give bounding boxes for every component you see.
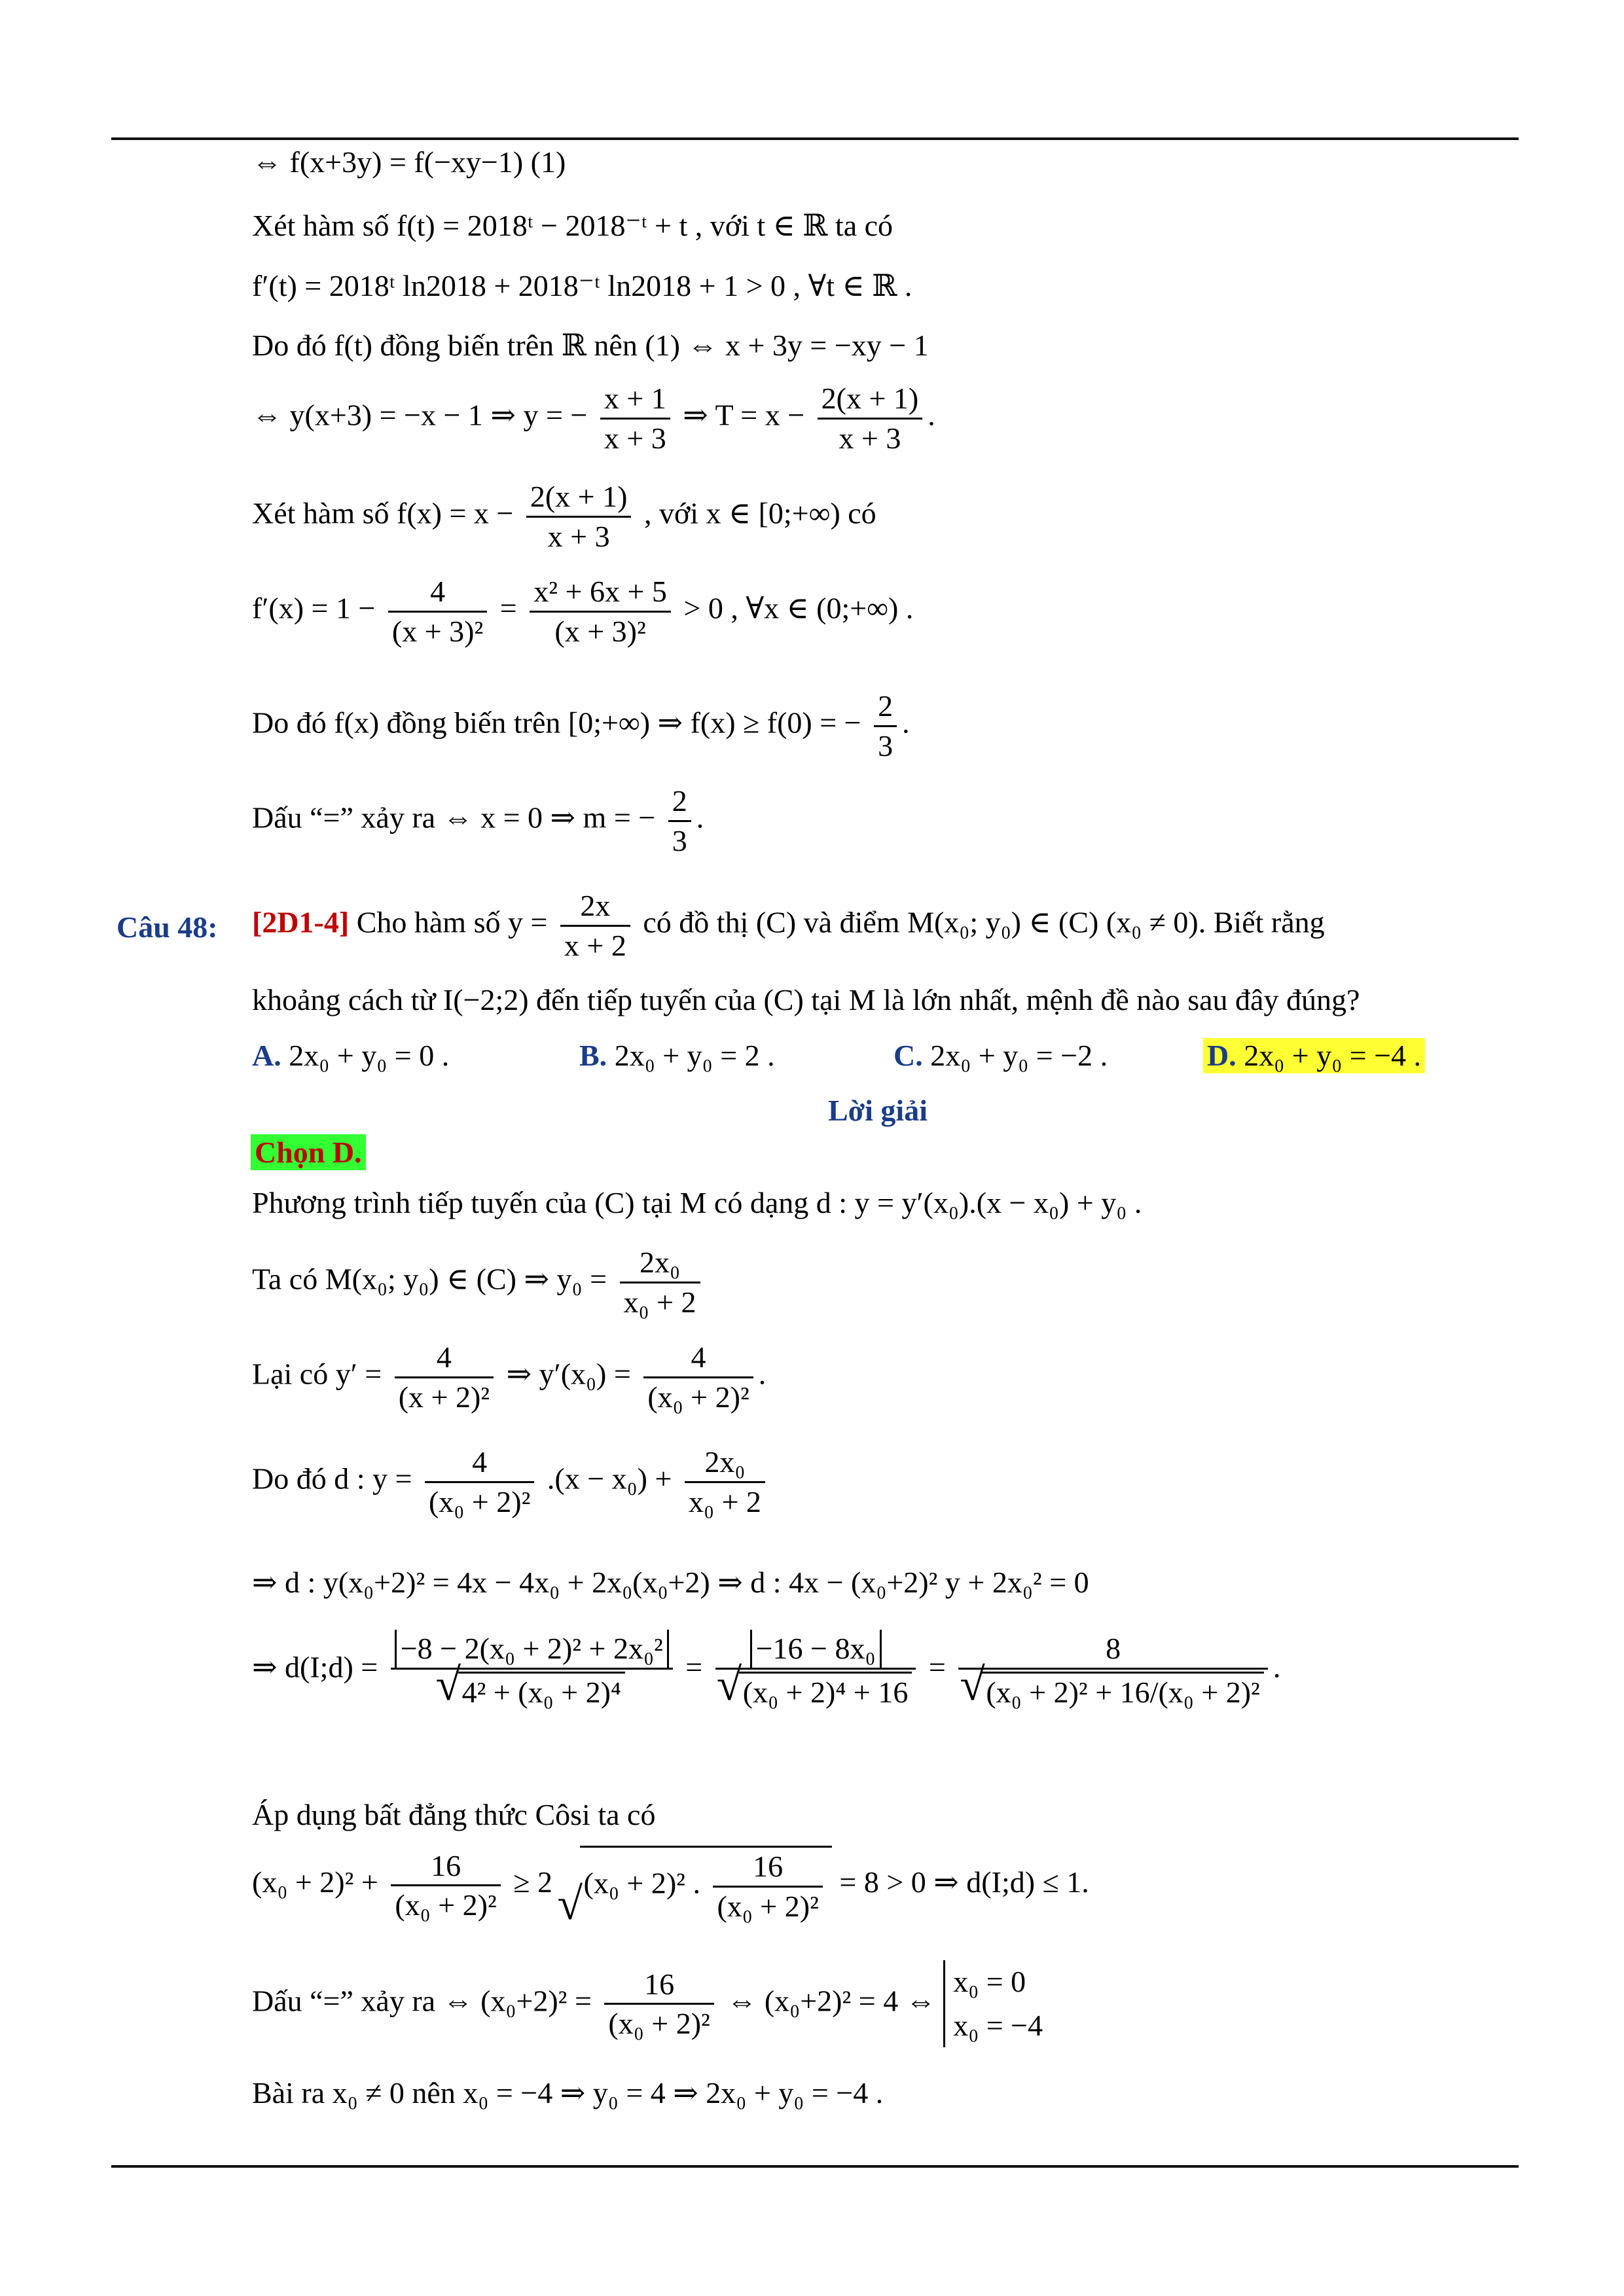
sol-line-9: Dấu “=” xảy ra ⇔ (x₀+2)² = $\frac{16}{\text{(x₀ + 2)²}}$ ⇔ (x₀+2)² = 4 ⇔ x₀ = 0 x₀ = −4 <box>252 1960 1043 2047</box>
fraction: 8 √ (x₀ + 2)² + 16/(x₀ + 2)² <box>958 1630 1268 1711</box>
case-bracket: x₀ = 0 x₀ = −4 <box>943 1960 1043 2047</box>
question-label: Câu 48: <box>117 910 218 944</box>
fraction: $\frac{2(x + 1)}{x + 3}$ <box>526 478 632 555</box>
fraction: $\frac{\text{x² + 6x + 5}}{\text{(x + 3)²}}$ <box>530 573 671 650</box>
fraction: $\frac{x + 1}{x + 3}$ <box>600 380 670 457</box>
fraction: −16 − 8x₀ √ (x₀ + 2)⁴ + 16 <box>715 1630 916 1711</box>
fraction: $\frac{\text{2x₀}}{\text{x₀ + 2}}$ <box>620 1244 700 1321</box>
fraction: $\frac{4}{\text{(x + 3)²}}$ <box>388 573 487 650</box>
eq-line-8: Do đó f(x) đồng biến trên [0;+∞) ⇒ f(x) ≥ f(0) = − $\frac{2}{3}$ . <box>252 687 910 764</box>
sol-line-3: Lại có y′ = $\frac{4}{\text{(x + 2)²}}$ ⇒ y′(x₀) = $\frac{4}{\text{(x₀ + 2)²}}$ . <box>252 1338 766 1416</box>
eq-line-7: f′(x) = 1 − $\frac{4}{\text{(x + 3)²}}$ = $\frac{\text{x² + 6x + 5}}{\text{(x + 3)²}}$ > 0 , ∀x ∈ (0;+∞) . <box>252 573 913 650</box>
option-c: C. 2x₀ + y₀ = −2 . <box>893 1039 1108 1072</box>
sol-line-4: Do đó d : y = $\frac{4}{\text{(x₀ + 2)²}}$ .(x − x₀) + $\frac{\text{2x₀}}{\text{x₀ + 2}}$ <box>252 1443 770 1520</box>
eq-line-2: Xét hàm số f(t) = 2018ᵗ − 2018⁻ᵗ + t , với t ∈ ℝ ta có <box>252 209 893 242</box>
eq-line-9: Dấu “=” xảy ra ⇔ x = 0 ⇒ m = − $\frac{2}{3}$ . <box>252 782 704 859</box>
fraction: $\frac{2}{3}$ <box>668 782 691 859</box>
sol-line-8: (x₀ + 2)² + $\frac{16}{\text{(x₀ + 2)²}}$ ≥ 2 √ (x₀ + 2)² . $\frac{16}{\text{(x₀ + 2)²}}$ = 8 > 0 ⇒ d(I;d) ≤ 1. <box>252 1846 1089 1925</box>
fraction: $\frac{4}{\text{(x + 2)²}}$ <box>395 1338 494 1416</box>
top-rule <box>111 137 1519 140</box>
bottom-rule <box>111 2165 1519 2168</box>
option-d-correct: D. 2x₀ + y₀ = −4 . <box>1203 1038 1425 1073</box>
fraction: $\frac{4}{\text{(x₀ + 2)²}}$ <box>643 1338 753 1416</box>
option-b: B. 2x₀ + y₀ = 2 . <box>579 1039 775 1072</box>
sol-line-1: Phương trình tiếp tuyến của (C) tại M có dạng d : y = y′(x₀).(x − x₀) + y₀ . <box>252 1186 1142 1219</box>
question-line-2: khoảng cách từ I(−2;2) đến tiếp tuyến của (C) tại M là lớn nhất, mệnh đề nào sau đây đúng? <box>252 983 1360 1016</box>
fraction: $\frac{2(x + 1)}{x + 3}$ <box>818 380 923 457</box>
fraction: $\frac{16}{\text{(x₀ + 2)²}}$ <box>391 1847 500 1924</box>
fraction: $\frac{16}{\text{(x₀ + 2)²}}$ <box>713 1848 822 1925</box>
sol-line-6: ⇒ d(I;d) = −8 − 2(x₀ + 2)² + 2x₀² √ 4² + (x₀ + 2)⁴ = −16 − 8x₀ √ (x₀ + 2)⁴ + 16 = 8 √ (x₀ + 2)² + 16/(x₀ + 2)² . <box>252 1630 1280 1711</box>
eq-line-3: f′(t) = 2018ᵗ ln2018 + 2018⁻ᵗ ln2018 + 1 > 0 , ∀t ∈ ℝ . <box>252 269 912 302</box>
fraction: $\frac{\text{2x₀}}{\text{x₀ + 2}}$ <box>685 1443 765 1520</box>
sol-line-10: Bài ra x₀ ≠ 0 nên x₀ = −4 ⇒ y₀ = 4 ⇒ 2x₀ + y₀ = −4 . <box>252 2076 884 2109</box>
option-a: A. 2x₀ + y₀ = 0 . <box>252 1039 450 1072</box>
sol-line-5: ⇒ d : y(x₀+2)² = 4x − 4x₀ + 2x₀(x₀+2) ⇒ d : 4x − (x₀+2)² y + 2x₀² = 0 <box>252 1566 1089 1599</box>
fraction: $\frac{16}{\text{(x₀ + 2)²}}$ <box>604 1965 713 2043</box>
fraction: −8 − 2(x₀ + 2)² + 2x₀² √ 4² + (x₀ + 2)⁴ <box>391 1630 673 1711</box>
eq-line-4: Do đó f(t) đồng biến trên ℝ nên (1) ⇔ x + 3y = −xy − 1 <box>252 329 929 362</box>
eq-line-1: ⇔ f(x+3y) = f(−xy−1) (1) <box>252 145 566 179</box>
sol-line-2: Ta có M(x₀; y₀) ∈ (C) ⇒ y₀ = $\frac{\text{2x₀}}{\text{x₀ + 2}}$ <box>252 1244 706 1321</box>
solution-title: Lời giải <box>828 1094 928 1127</box>
eq-line-6: Xét hàm số f(x) = x − $\frac{2(x + 1)}{x + 3}$ , với x ∈ [0;+∞) có <box>252 478 876 555</box>
fraction: $\frac{4}{\text{(x₀ + 2)²}}$ <box>425 1443 534 1520</box>
chosen-answer: Chọn D. <box>251 1138 366 1168</box>
question-line-1: [2D1-4] Cho hàm số y = $\frac{2x}{x + 2}$ có đồ thị (C) và điểm M(x₀; y₀) ∈ (C) (x₀ ≠ 0). Biết rằng <box>252 887 1325 964</box>
eq-line-5: ⇔ y(x+3) = −x − 1 ⇒ y = − $\frac{x + 1}{x + 3}$ ⇒ T = x − $\frac{2(x + 1)}{x + 3}$ . <box>252 380 935 457</box>
sol-line-7: Áp dụng bất đẳng thức Côsi ta có <box>252 1798 656 1831</box>
question-tag: [2D1-4] <box>252 905 350 939</box>
fraction: $\frac{2x}{x + 2}$ <box>560 887 630 964</box>
fraction: $\frac{2}{3}$ <box>874 687 897 764</box>
